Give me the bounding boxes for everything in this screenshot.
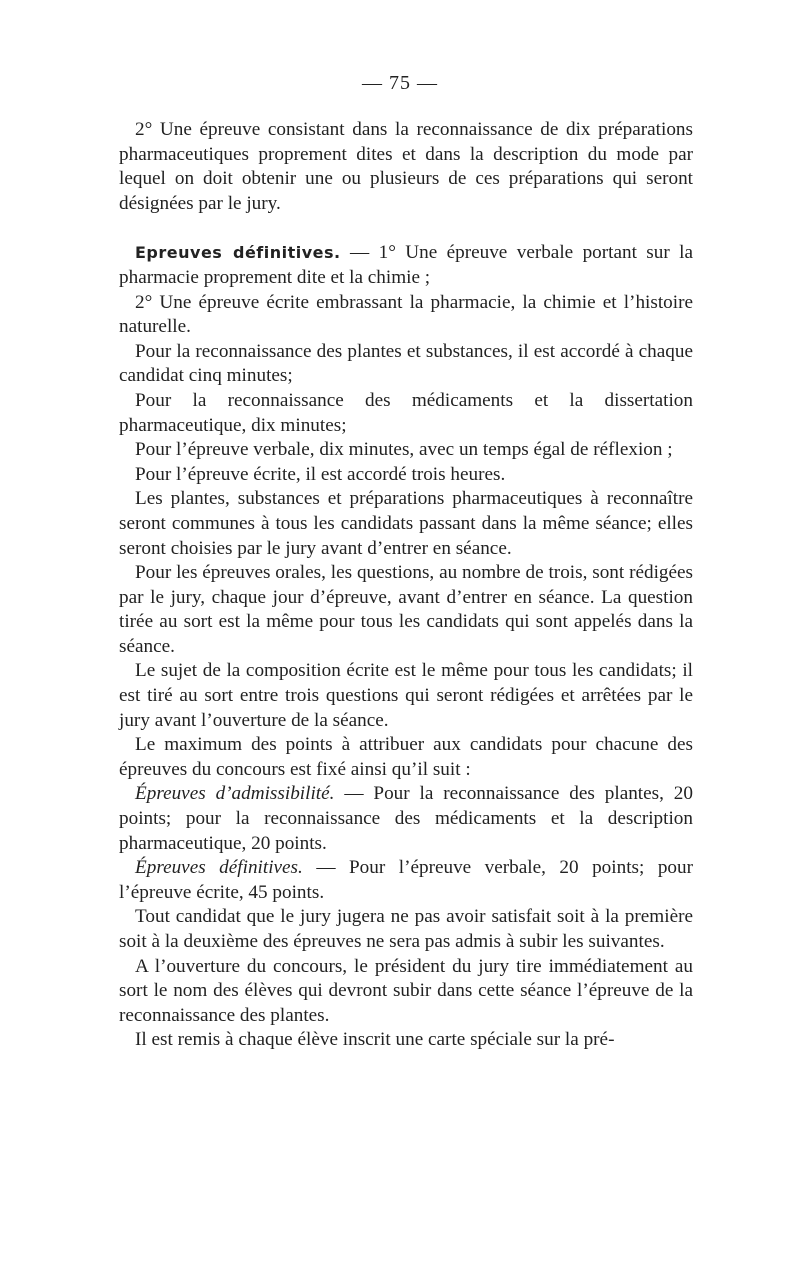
paragraph-16: Il est remis à chaque élève inscrit une carte spéciale sur la pré- xyxy=(135,1029,615,1051)
paragraph-1: 2° Une épreuve consistant dans la reconnaissance de dix préparations pharmaceutiques proprement dites et dans la description du mode par lequel on doit obtenir une ou plusieurs de ces préparations qui seront désignées par le jury. xyxy=(119,119,693,214)
italic-heading-definitives: Épreuves définitives. xyxy=(135,857,303,879)
body-text xyxy=(119,118,693,1053)
page-number: — 75 — xyxy=(362,72,438,94)
paragraph-13 xyxy=(119,856,693,905)
paragraph-14: Tout candidat que le jury jugera ne pas avoir satisfait soit à la première soit à la deuxième des épreuves ne sera pas admis à subir les suivantes. xyxy=(119,906,693,952)
italic-heading-admissibilite: Épreuves d’admissibilité. xyxy=(135,783,335,805)
paragraph-3: 2° Une épreuve écrite embrassant la pharmacie, la chimie et l’histoire naturelle. xyxy=(119,291,693,338)
paragraph-12 xyxy=(119,782,693,856)
paragraph-10: Le sujet de la composition écrite est le même pour tous les candidats; il est tiré au sort entre trois questions qui seront rédigées et arrêtées par le jury avant l’ouverture de la séance. xyxy=(119,660,693,731)
paragraph-12-body: — Pour la reconnaissance des plantes, 20 points; pour la reconnaissance des médicaments et la description pharmaceutique, 20 points. xyxy=(119,783,693,854)
paragraph-8: Les plantes, substances et préparations pharmaceutiques à reconnaître seront communes à tous les candidats passant dans la même séance; elles seront choisies par le jury avant d’entrer en séance. xyxy=(119,488,693,559)
paragraph-4: Pour la reconnaissance des plantes et substances, il est accordé à chaque candidat cinq minutes; xyxy=(119,340,693,387)
paragraph-5: Pour la reconnaissance des médicaments et la dissertation pharmaceutique, dix minutes; xyxy=(119,389,693,436)
paragraph-15: A l’ouverture du concours, le président du jury tire immédiatement au sort le nom des élèves qui devront subir dans cette séance l’épreuve de la reconnaissance des plantes. xyxy=(119,955,693,1026)
paragraph-2-body: — 1° Une épreuve verbale portant sur la pharmacie proprement dite et la chimie ; xyxy=(119,242,693,288)
section-heading-epreuves-definitives: Epreuves définitives. xyxy=(135,243,341,263)
paragraph-2 xyxy=(119,241,693,290)
paragraph-13-body: — Pour l’épreuve verbale, 20 points; pour l’épreuve écrite, 45 points. xyxy=(119,857,693,903)
paragraph-7: Pour l’épreuve écrite, il est accordé trois heures. xyxy=(135,463,506,485)
paragraph-11: Le maximum des points à attribuer aux candidats pour chacune des épreuves du concours est fixé ainsi qu’il suit : xyxy=(119,734,693,780)
paragraph-9: Pour les épreuves orales, les questions, au nombre de trois, sont rédigées par le jury, chaque jour d’épreuve, avant d’entrer en séance. La question tirée au sort est la même pour tous les candidats qui sont appelés dans la séance. xyxy=(119,562,693,657)
paragraph-6: Pour l’épreuve verbale, dix minutes, avec un temps égal de réflexion ; xyxy=(135,439,673,461)
